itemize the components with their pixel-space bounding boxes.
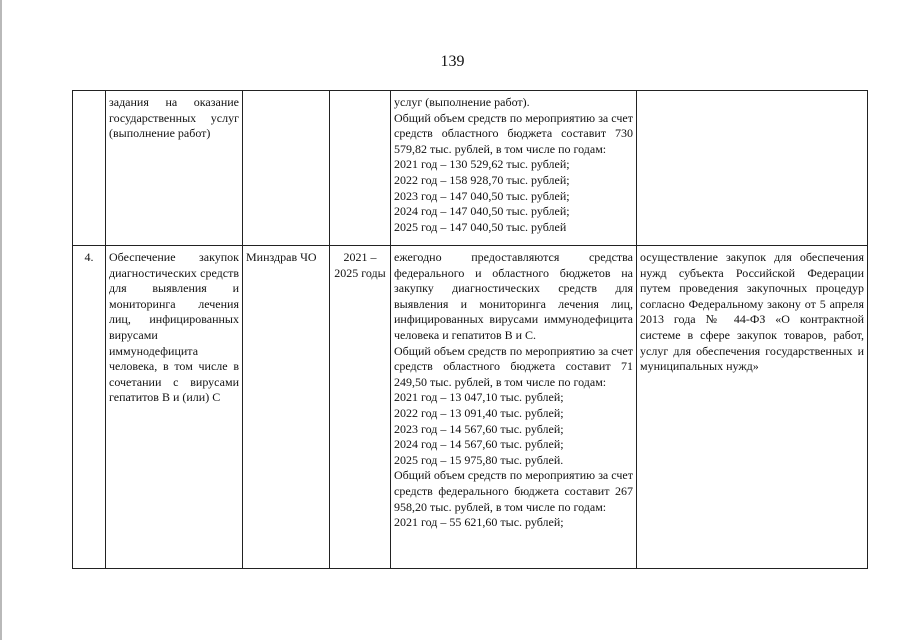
measure-name-cell: Обеспечение закупок диагностических средств для выявления и мониторинга лечения лиц, инфицированных вирусами иммунодефицита человека, в том числе в сочетании с вирусами гепатитов В и (или) С [106,246,243,569]
description-line: 2021 год – 13 047,10 тыс. рублей; [394,390,564,405]
table-row [73,246,868,569]
description-line: 2021 год – 130 529,62 тыс. рублей; [394,157,570,172]
description-line: 2023 год – 147 040,50 тыс. рублей; [394,188,570,203]
page-number: 139 [440,53,465,70]
row-number-cell [73,91,106,246]
description-line: 2021 год – 55 621,60 тыс. рублей; [394,515,564,530]
description-cell [391,91,637,246]
measure-name-cell: задания на оказание государственных услуг (выполнение работ) [106,91,243,246]
page-edge [0,0,2,640]
executor-cell: Минздрав ЧО [243,246,330,569]
table-row [73,91,868,246]
row-number-cell: 4. [73,246,106,569]
description-line: Общий объем средств по мероприятию за счет средств областного бюджета составит 71 249,50 тыс. рублей, в том числе по годам: [394,343,633,389]
description-line: 2022 год – 13 091,40 тыс. рублей; [394,405,564,420]
measures-table [72,90,868,569]
description-line: ежегодно предоставляются средства федерального и областного бюджетов на закупку диагностических средств для выявления и мониторинга лечения лиц, инфицированных вирусами иммунодефицита человека и гепатитов В и С. [394,250,633,342]
description-line: 2024 год – 14 567,60 тыс. рублей; [394,437,564,452]
executor-cell [243,91,330,246]
description-line: 2025 год – 147 040,50 тыс. рублей [394,219,567,234]
result-cell: осуществление закупок для обеспечения нужд субъекта Российской Федерации путем проведения закупочных процедур согласно Федеральному закону от 5 апреля 2013 года № 44-ФЗ «О контрактной системе в сфере закупок товаров, работ, услуг для обеспечения государственных и муниципальных нужд» [637,246,868,569]
description-line: Общий объем средств по мероприятию за счет средств федерального бюджета составит 267 958,20 тыс. рублей, в том числе по годам: [394,468,633,514]
description-cell [391,246,637,569]
description-line: услуг (выполнение работ). [394,95,530,109]
description-line: Общий объем средств по мероприятию за счет средств областного бюджета составит 730 579,82 тыс. рублей, в том числе по годам: [394,110,633,156]
description-line: 2023 год – 14 567,60 тыс. рублей; [394,421,564,436]
result-cell [637,91,868,246]
period-cell: 2021 – 2025 годы [330,246,391,569]
description-line: 2022 год – 158 928,70 тыс. рублей; [394,172,570,187]
description-line: 2024 год – 147 040,50 тыс. рублей; [394,204,570,219]
description-line: 2025 год – 15 975,80 тыс. рублей. [394,452,564,467]
period-cell [330,91,391,246]
